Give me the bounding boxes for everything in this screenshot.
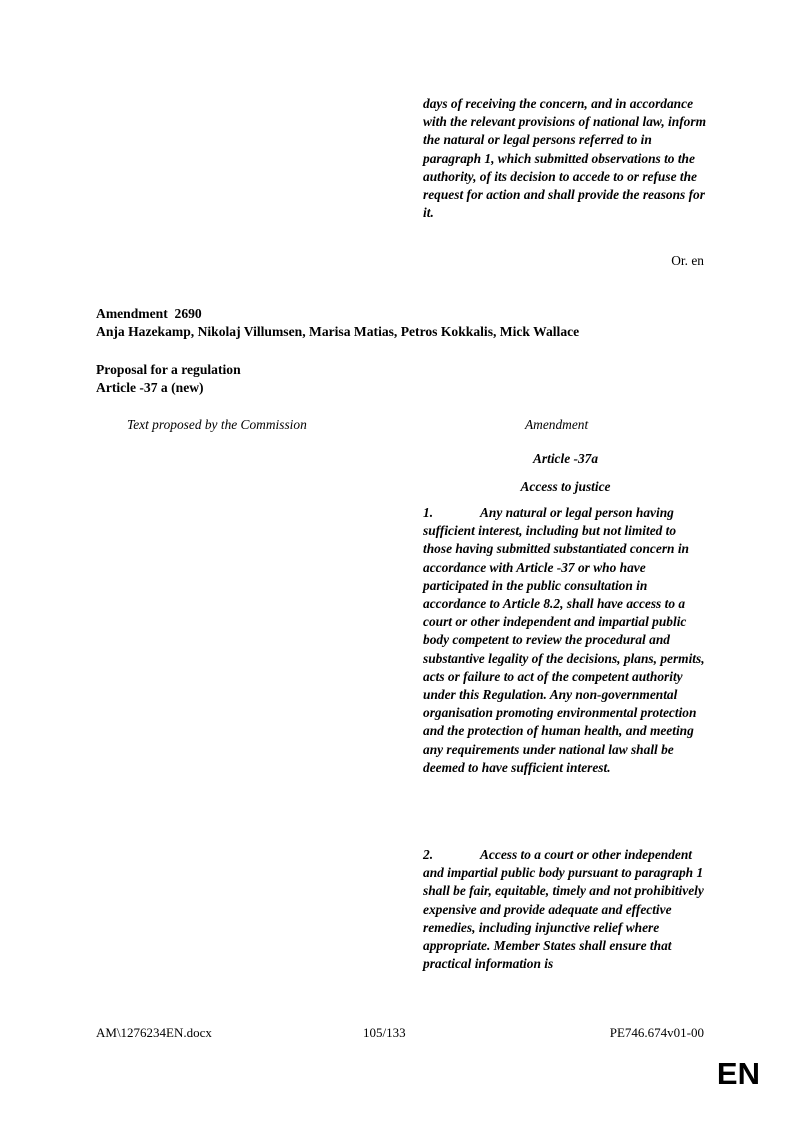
amendment-number: Amendment 2690 — [96, 306, 202, 321]
article-subtitle: Access to justice — [520, 479, 611, 494]
amendment-authors: Anja Hazekamp, Nikolaj Villumsen, Marisa Matias, Petros Kokkalis, Mick Wallace — [96, 324, 580, 339]
amendment-column-header: Amendment — [525, 417, 589, 432]
amendment-header — [96, 305, 579, 341]
language-badge: EN — [716, 1056, 760, 1091]
footer-pe-reference: PE746.674v01-00 — [609, 1025, 704, 1040]
article-reference: Article -37 a (new) — [96, 380, 204, 395]
original-language-note: Or. en — [671, 253, 704, 268]
paragraph-text: Access to a court or other independent and impartial public body pursuant to paragraph 1 shall be fair, equitable, timely and not prohibitively expensive and provide adequate and effective remedies, including injunctive relief where appropriate. Member States shall ensure that practical information is — [423, 847, 704, 972]
paragraph-number: 1. — [423, 505, 434, 520]
paragraph-number: 2. — [423, 847, 434, 862]
carry-over-text: days of receiving the concern, and in accordance with the relevant provisions of national law, inform the natural or legal persons referred to in paragraph 1, which submitted observations to the authority, of its decision to accede to or refuse the request for action and shall provide the reasons for it. — [423, 96, 706, 221]
paragraph-text: Any natural or legal person having sufficient interest, including but not limited to those having submitted substantiated concern in accordance with Article -37 or who have participated in the public consultation in accordance to Article 8.2, shall have access to a court or other independent and impartial public body competent to review the procedural and substantive legality of the decisions, plans, permits, acts or failure to act of the competent authority under this Regulation. Any non-governmental organisation promoting environmental protection and the protection of human health, and meeting any requirements under national law shall be deemed to have sufficient interest. — [423, 505, 705, 775]
footer-page-number: 105/133 — [363, 1025, 406, 1040]
article-paragraph-1 — [423, 504, 708, 777]
commission-text-header: Text proposed by the Commission — [127, 417, 307, 432]
article-paragraph-2 — [423, 846, 708, 973]
proposal-type: Proposal for a regulation — [96, 362, 241, 377]
carry-over-paragraph — [423, 95, 708, 222]
footer-doc-reference: AM\1276234EN.docx — [96, 1025, 212, 1040]
article-title: Article -37a — [532, 451, 599, 466]
proposal-header — [96, 361, 241, 397]
